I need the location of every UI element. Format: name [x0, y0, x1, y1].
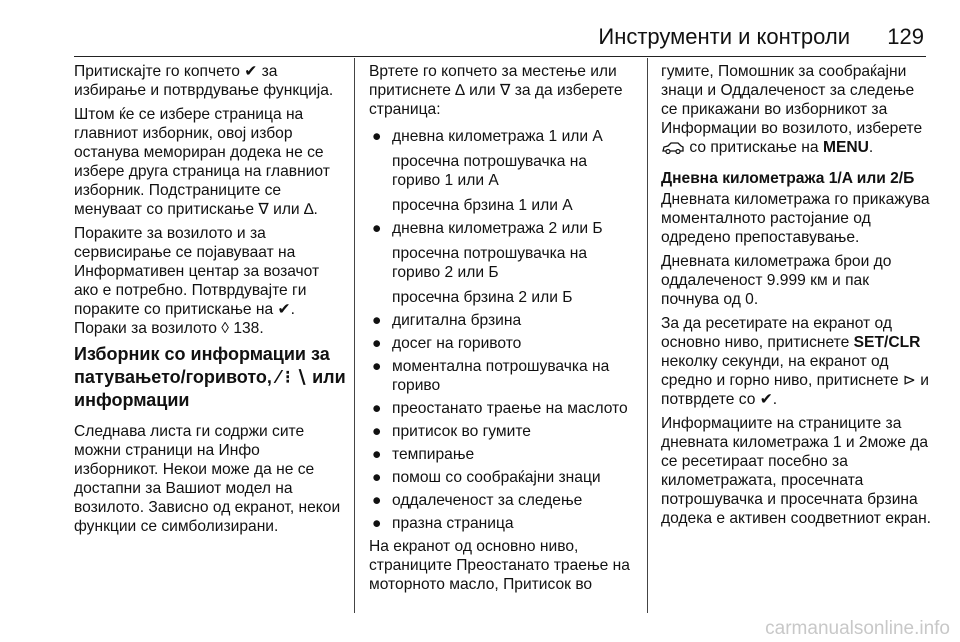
list-item: ● дигитална брзина	[372, 312, 522, 329]
bullet-icon: ●	[372, 400, 382, 417]
paragraph: За да ресетирате на екранот од основно ниво, притиснете SET/CLR неколку секунди, на екранот од средно и горно ниво, притиснете ⊳ и потврдете со ✔.	[661, 315, 929, 408]
paragraph: Притискајте го копчето ✔ за избирање и потврдување функција.	[74, 63, 334, 99]
column-divider	[647, 58, 648, 613]
subsection-heading: Дневна километража 1/A или 2/Б	[661, 170, 915, 187]
paragraph: Дневната километража го прикажува моменталното растојание од одредено препоставување.	[661, 191, 930, 246]
paragraph: Дневната километража брои до оддалеченост 9.999 км и пак почнува од 0.	[661, 253, 892, 308]
page-number: 129	[887, 24, 924, 49]
bullet-icon: ●	[372, 220, 382, 237]
paragraph: гумите, Помошник за сообраќајни знаци и Оддалеченост за следење се прикажани во изборникот за Информации во возилото, изберете со притискање на MENU.	[661, 63, 923, 156]
paragraph: Информациите на страниците за дневната километража 1 и 2може да се ресетираат посебно за километражата, просечната потрошувачка и просечната брзина додека е активен соодветниот екран.	[661, 415, 932, 527]
section-heading: Изборник со информации за патувањето/горивото, ⁄ ⁝ ∖ или информации	[74, 344, 346, 410]
bullet-icon: ●	[372, 358, 382, 375]
menu-button-label: MENU	[822, 139, 869, 156]
bullet-icon: ●	[372, 312, 382, 329]
set-clr-button-label: SET/CLR	[853, 334, 921, 351]
list-item: ● дневна километража 2 или Б просечна потрошувачка на гориво 2 или Б просечна брзина 2 или Б	[372, 220, 603, 306]
list-item: ● дневна километража 1 или А просечна потрошувачка на гориво 1 или А просечна брзина 1 или А	[372, 128, 603, 214]
page-list	[369, 127, 637, 533]
bullet-icon: ●	[372, 492, 382, 509]
watermark: carmanualsonline.info	[765, 618, 950, 639]
bullet-icon: ●	[372, 128, 382, 145]
bullet-icon: ●	[372, 423, 382, 440]
header-rule	[74, 56, 926, 57]
paragraph: Вртете го копчето за местење или притиснете ∆ или ∇ за да изберете страница:	[369, 63, 623, 118]
list-item: ● преостанато траење на маслото	[372, 400, 628, 417]
list-item: ● притисок во гумите	[372, 423, 531, 440]
column-3	[661, 62, 931, 533]
bullet-icon: ●	[372, 446, 382, 463]
paragraph: На екранот од основно ниво, страниците Преостанато траење на моторното масло, Притисок во	[369, 538, 630, 593]
list-item: ● темпирање	[372, 446, 475, 463]
paragraph: Штом ќе се избере страница на главниот изборник, овој избор останува меморирaн додека не се избере друга страница на главниот изборник. Подстраниците се менуваат со притискање ∇ или ∆.	[74, 106, 330, 218]
column-2	[369, 62, 637, 599]
paragraph: Следнава листа ги содржи сите можни страници на Инфо изборникот. Некои може да не се достапни за Вашиот модел на возилото. Зависно од екранот, некои функции се симболизирани.	[74, 423, 341, 535]
car-icon	[661, 141, 685, 154]
bullet-icon: ●	[372, 335, 382, 352]
page-header	[0, 0, 960, 52]
paragraph: Пораките за возилото и за сервисирање се појавуваат на Информативен центар за возачот ако е потребно. Потврдувајте ги пораките со притискање на ✔.	[74, 225, 320, 318]
list-item: ● оддалеченост за следење	[372, 492, 583, 509]
bullet-icon: ●	[372, 515, 382, 532]
bullet-icon: ●	[372, 469, 382, 486]
cross-reference: Пораки за возилото ◊ 138.	[74, 320, 264, 337]
list-item: ● помош со сообраќајни знаци	[372, 469, 601, 486]
chapter-title: Инструменти и контроли	[598, 24, 850, 49]
column-1	[74, 62, 346, 541]
list-item: ● празна страница	[372, 515, 514, 532]
column-divider	[354, 58, 355, 613]
list-item: ● досег на горивото	[372, 335, 522, 352]
list-item: ● моментална потрошувачка на гориво	[372, 358, 610, 394]
